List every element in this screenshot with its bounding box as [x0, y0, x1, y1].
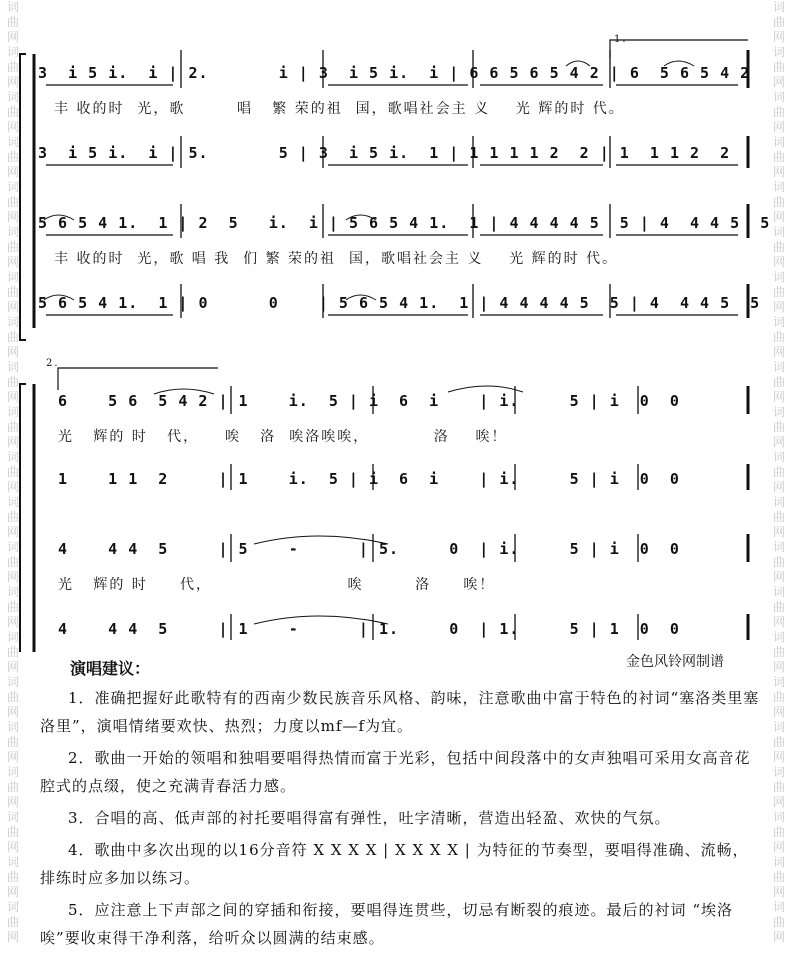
watermark-char: 曲 [6, 600, 19, 614]
watermark-char: 网 [6, 165, 19, 179]
watermark-char: 词 [6, 765, 19, 779]
watermark-char: 曲 [772, 150, 785, 164]
watermark-char: 曲 [772, 645, 785, 659]
watermark-char: 网 [6, 615, 19, 629]
watermark-char: 词 [772, 675, 785, 689]
watermark-char: 网 [772, 615, 785, 629]
watermark-char: 词 [6, 495, 19, 509]
watermark-char: 曲 [6, 690, 19, 704]
music-score [18, 28, 771, 652]
watermark-char: 词 [772, 855, 785, 869]
watermark-char: 曲 [772, 555, 785, 569]
watermark-char: 网 [6, 435, 19, 449]
watermark-char: 词 [6, 405, 19, 419]
note-item: 1．准确把握好此歌特有的西南少数民族音乐风格、韵味，注意歌曲中富于特色的衬词“塞洛类里塞洛里”，演唱情绪要欢快、热烈；力度以mf—f为宜。 [40, 689, 760, 735]
watermark-char: 网 [6, 75, 19, 89]
note-item: 5．应注意上下声部之间的穿插和衔接，要唱得连贯些，切忌有断裂的痕迹。最后的衬词 “埃洛唉”要收束得干净利落，给听众以圆满的结束感。 [40, 901, 733, 947]
watermark-char: 网 [6, 210, 19, 224]
watermark-char: 词 [772, 765, 785, 779]
watermark-char: 词 [6, 585, 19, 599]
watermark-char: 词 [6, 810, 19, 824]
watermark-char: 曲 [6, 105, 19, 119]
watermark-char: 词 [6, 360, 19, 374]
watermark-char: 网 [772, 75, 785, 89]
watermark-char: 曲 [6, 285, 19, 299]
watermark-char: 词 [772, 0, 785, 14]
watermark-char: 网 [6, 300, 19, 314]
watermark-char: 网 [6, 840, 19, 854]
watermark-char: 曲 [6, 375, 19, 389]
watermark-char: 曲 [6, 780, 19, 794]
watermark-char: 词 [772, 270, 785, 284]
watermark-char: 网 [772, 795, 785, 809]
watermark-char: 曲 [772, 375, 785, 389]
watermark-char: 词 [772, 585, 785, 599]
volta-1-number: 1. [614, 34, 628, 45]
watermark-char: 网 [6, 750, 19, 764]
watermark-char: 曲 [772, 105, 785, 119]
watermark-char: 词 [772, 45, 785, 59]
watermark-char: 网 [772, 480, 785, 494]
watermark-char: 网 [6, 480, 19, 494]
watermark-char: 词 [772, 315, 785, 329]
watermark-char: 词 [6, 315, 19, 329]
watermark-char: 词 [6, 90, 19, 104]
score-lines [18, 28, 761, 652]
note-item: 3．合唱的高、低声部的衬托要唱得富有弹性，吐字清晰，营造出轻盈、欢快的气氛。 [68, 809, 671, 827]
watermark-char: 网 [6, 30, 19, 44]
watermark-char: 网 [6, 390, 19, 404]
watermark-char: 曲 [6, 420, 19, 434]
watermark-char: 网 [772, 255, 785, 269]
watermark-char: 曲 [6, 555, 19, 569]
watermark-char: 曲 [6, 15, 19, 29]
watermark-char: 曲 [6, 915, 19, 929]
watermark-char: 词 [772, 900, 785, 914]
watermark-right [768, 0, 790, 969]
watermark-char: 网 [6, 660, 19, 674]
watermark-char: 网 [6, 930, 19, 944]
watermark-char: 词 [6, 180, 19, 194]
watermark-char: 词 [772, 405, 785, 419]
watermark-char: 曲 [772, 690, 785, 704]
watermark-char: 词 [772, 720, 785, 734]
watermark-char: 曲 [6, 645, 19, 659]
watermark-char: 词 [772, 540, 785, 554]
watermark-char: 曲 [772, 510, 785, 524]
watermark-char: 曲 [772, 915, 785, 929]
watermark-char: 词 [6, 630, 19, 644]
watermark-char: 网 [772, 300, 785, 314]
watermark-char: 网 [6, 525, 19, 539]
watermark-char: 网 [6, 570, 19, 584]
watermark-char: 网 [772, 525, 785, 539]
watermark-char: 曲 [772, 825, 785, 839]
note-item: 4．歌曲中多次出现的以16分音符 X X X X | X X X X | 为特征的节奏型，要唱得准确、流畅，排练时应多加以练习。 [40, 841, 749, 887]
watermark-char: 词 [772, 450, 785, 464]
watermark-char: 网 [6, 255, 19, 269]
s1-tenor-notes: 5 6 5 4 1. 1 | 2 5 i. i | 5 6 5 4 1. 1 | 4 4 4 4 5 5 | 4 4 4 5 5 [38, 214, 771, 232]
watermark-char: 词 [772, 180, 785, 194]
watermark-char: 网 [772, 120, 785, 134]
watermark-char: 词 [6, 225, 19, 239]
watermark-char: 曲 [772, 285, 785, 299]
watermark-char: 网 [772, 660, 785, 674]
s1-tenor-lyric: 丰 收的时 光，歌 唱 我 们 繁 荣的祖 国，歌唱社会主 义 光 辉的时 代。 [54, 251, 619, 267]
watermark-char: 网 [6, 705, 19, 719]
watermark-char: 曲 [6, 510, 19, 524]
watermark-char: 词 [772, 90, 785, 104]
watermark-char: 曲 [772, 600, 785, 614]
watermark-char: 词 [6, 855, 19, 869]
notes-title: 演唱建议： [70, 659, 151, 678]
watermark-char: 网 [772, 840, 785, 854]
watermark-char: 网 [6, 795, 19, 809]
s2-tenor-notes: 4 4 4 5 | 5 - | 5. 0 | i. 5 | i 0 0 [58, 540, 680, 558]
watermark-char: 曲 [772, 60, 785, 74]
watermark-char: 曲 [772, 870, 785, 884]
note-item: 2．歌曲一开始的领唱和独唱要唱得热情而富于光彩，包括中间段落中的女声独唱可采用女高音花腔式的点缀，使之充满青春活力感。 [40, 749, 751, 795]
performance-notes [40, 684, 760, 956]
watermark-char: 网 [772, 705, 785, 719]
watermark-char: 曲 [772, 420, 785, 434]
s1-alto-notes: 3 i 5 i. i | 5. 5 | 3 i 5 i. 1 | 1 1 1 1 2 2 | 1 1 1 2 2 [38, 144, 731, 162]
watermark-char: 词 [772, 495, 785, 509]
s1-soprano-lyric: 丰 收的时 光，歌 唱 繁 荣的祖 国，歌唱社会主 义 光 辉的时 代。 [54, 101, 625, 117]
watermark-char: 词 [6, 135, 19, 149]
credit-text: 金色风铃网制谱 [626, 654, 724, 670]
watermark-char: 曲 [772, 780, 785, 794]
watermark-char: 曲 [772, 195, 785, 209]
watermark-char: 网 [6, 885, 19, 899]
watermark-char: 曲 [772, 735, 785, 749]
watermark-char: 网 [772, 210, 785, 224]
watermark-char: 网 [772, 750, 785, 764]
s2-alto-notes: 1 1 1 2 | 1 i. 5 | i 6 i | i. 5 | i 0 0 [58, 470, 680, 488]
watermark-char: 网 [772, 885, 785, 899]
watermark-char: 曲 [6, 240, 19, 254]
watermark-char: 曲 [6, 195, 19, 209]
watermark-char: 网 [772, 345, 785, 359]
watermark-char: 曲 [772, 330, 785, 344]
watermark-char: 网 [6, 120, 19, 134]
watermark-char: 词 [6, 450, 19, 464]
watermark-char: 网 [772, 390, 785, 404]
watermark-char: 曲 [6, 150, 19, 164]
watermark-char: 曲 [6, 735, 19, 749]
s1-soprano-notes: 3 i 5 i. i | 2. i | 3 i 5 i. i | 6 6 5 6 5 4 2 | 6 5 6 5 4 2 [38, 64, 751, 82]
watermark-char: 曲 [6, 60, 19, 74]
watermark-char: 曲 [772, 240, 785, 254]
watermark-char: 网 [772, 930, 785, 944]
watermark-char: 曲 [6, 870, 19, 884]
watermark-char: 网 [772, 165, 785, 179]
watermark-char: 词 [772, 630, 785, 644]
watermark-char: 词 [772, 360, 785, 374]
watermark-char: 网 [772, 30, 785, 44]
s2-tenor-lyric: 光 辉的 时 代， 唉 洛 唉！ [58, 577, 496, 593]
volta-2-number: 2. [46, 358, 60, 369]
watermark-char: 词 [6, 270, 19, 284]
watermark-char: 曲 [772, 15, 785, 29]
watermark-char: 网 [772, 570, 785, 584]
watermark-char: 曲 [772, 465, 785, 479]
watermark-char: 词 [6, 720, 19, 734]
s2-soprano-notes: 6 5 6 5 4 2 | 1 i. 5 | i 6 i | i. 5 | i 0 0 [58, 392, 680, 410]
s2-soprano-lyric: 光 辉的 时 代， 唉 洛 唉洛唉唉， 洛 唉！ [58, 429, 508, 445]
watermark-char: 词 [772, 810, 785, 824]
watermark-char: 词 [6, 675, 19, 689]
watermark-char: 曲 [6, 825, 19, 839]
watermark-char: 词 [772, 135, 785, 149]
watermark-char: 词 [6, 900, 19, 914]
watermark-char: 词 [6, 45, 19, 59]
watermark-char: 网 [6, 345, 19, 359]
watermark-char: 词 [772, 225, 785, 239]
watermark-char: 词 [6, 0, 19, 14]
watermark-char: 曲 [6, 330, 19, 344]
watermark-char: 词 [6, 540, 19, 554]
watermark-char: 网 [772, 435, 785, 449]
watermark-char: 曲 [6, 465, 19, 479]
s1-bass-notes: 5 6 5 4 1. 1 | 0 0 | 5 6 5 4 1. 1 | 4 4 4 4 5 5 | 4 4 4 5 5 [38, 294, 761, 312]
s2-bass-notes: 4 4 4 5 | 1 - | 1. 0 | 1. 5 | 1 0 0 [58, 620, 680, 638]
